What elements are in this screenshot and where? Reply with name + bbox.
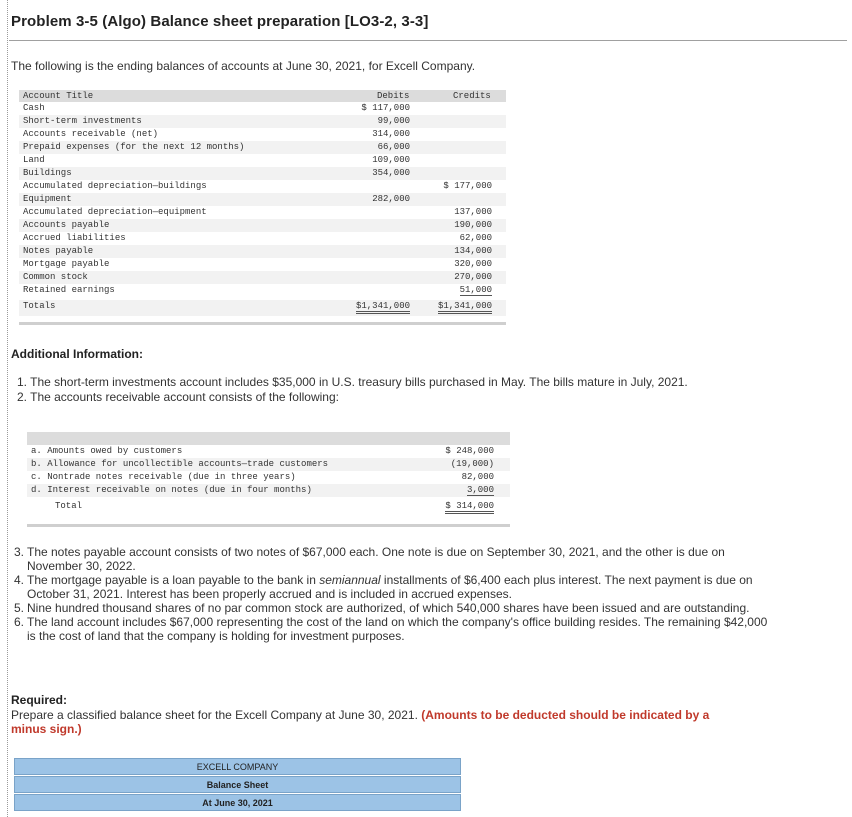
table-row xyxy=(19,284,506,297)
row-account: Notes payable xyxy=(23,246,94,256)
table-row xyxy=(19,102,506,115)
problem-intro: The following is the ending balances of accounts at June 30, 2021, for Excell Company. xyxy=(11,59,476,73)
receivables-header xyxy=(27,432,510,445)
item-text: The mortgage payable is a loan payable to the bank in xyxy=(27,573,320,587)
header-account-title: Account Title xyxy=(23,91,94,101)
row-credit: 137,000 xyxy=(454,207,492,217)
item-text: Nine hundred thousand shares of no par common stock are authorized, of which 540,000 shares have been issued and are outstanding. xyxy=(27,601,750,615)
row-account: Accounts receivable (net) xyxy=(23,129,159,139)
row-account: Cash xyxy=(23,103,45,113)
row-account: Accounts payable xyxy=(23,220,110,230)
row-account: Retained earnings xyxy=(23,285,115,295)
item-text-italic: semiannual xyxy=(319,573,381,587)
receivables-total-label: Total xyxy=(55,501,83,511)
left-border xyxy=(7,0,8,817)
receivable-label: b. Allowance for uncollectible accounts—trade customers xyxy=(31,459,329,469)
info-item-4 xyxy=(11,573,771,601)
table-row xyxy=(27,458,510,471)
table-row xyxy=(27,445,510,458)
totals-credit: $1,341,000 xyxy=(438,301,492,314)
receivable-label: c. Nontrade notes receivable (due in three years) xyxy=(31,472,296,482)
receivable-value: 82,000 xyxy=(461,472,494,482)
additional-info-heading: Additional Information: xyxy=(11,347,143,361)
totals-debit: $1,341,000 xyxy=(356,301,410,314)
row-credit: 190,000 xyxy=(454,220,492,230)
receivable-label: a. Amounts owed by customers xyxy=(31,446,183,456)
table-row xyxy=(19,193,506,206)
table-row xyxy=(19,232,506,245)
item-number: 5. xyxy=(14,601,25,615)
header-credits: Credits xyxy=(453,91,491,101)
table-header xyxy=(19,90,506,102)
item-number: 3. xyxy=(14,545,25,559)
info-items-list xyxy=(11,545,771,643)
totals-row xyxy=(19,300,506,316)
receivable-value: $ 248,000 xyxy=(445,446,494,456)
row-account: Prepaid expenses (for the next 12 months) xyxy=(23,142,245,152)
bs-date: At June 30, 2021 xyxy=(14,794,461,811)
row-account: Common stock xyxy=(23,272,88,282)
row-debit: 66,000 xyxy=(377,142,410,152)
info-item-6 xyxy=(11,615,771,643)
required-note: (Amounts to be deducted should be indicated by a minus sign.) xyxy=(11,708,710,736)
receivables-total-value: $ 314,000 xyxy=(445,501,494,514)
item-text: The notes payable account consists of two notes of $67,000 each. One note is due on September 30, 2021, and the other is due on November 30, 2022. xyxy=(27,545,725,573)
row-account: Short-term investments xyxy=(23,116,142,126)
header-debits: Debits xyxy=(377,91,410,101)
table-row xyxy=(19,180,506,193)
table-row xyxy=(19,271,506,284)
bs-company-name: EXCELL COMPANY xyxy=(14,758,461,775)
totals-label: Totals xyxy=(23,301,56,311)
row-account: Equipment xyxy=(23,194,72,204)
table-row xyxy=(19,154,506,167)
table-row xyxy=(19,141,506,154)
item-text: installments of $6,400 each plus interest. The next payment is due on October 31, 2021. Interest has been properly accrued and is included in accrued expenses. xyxy=(27,573,753,601)
row-debit: 99,000 xyxy=(377,116,410,126)
receivable-value: 3,000 xyxy=(466,485,494,495)
table-row xyxy=(19,245,506,258)
info-item-1: 1. The short-term investments account includes $35,000 in U.S. treasury bills purchased in May. The bills mature in July, 2021. xyxy=(17,375,688,389)
table-row xyxy=(19,128,506,141)
row-account: Accrued liabilities xyxy=(23,233,126,243)
row-account: Mortgage payable xyxy=(23,259,110,269)
table-row xyxy=(19,115,506,128)
info-item-3 xyxy=(11,545,771,573)
receivables-total-row xyxy=(27,500,510,516)
item-text: The land account includes $67,000 representing the cost of the land on which the company's office building resides. The remaining $42,000 is the cost of land that the company is holding for investment purposes. xyxy=(27,615,768,643)
receivables-footer-bar xyxy=(27,524,510,527)
row-debit: 282,000 xyxy=(372,194,410,204)
required-text: Prepare a classified balance sheet for the Excell Company at June 30, 2021. xyxy=(11,708,418,722)
row-account: Accumulated depreciation—equipment xyxy=(23,207,207,217)
row-account: Land xyxy=(23,155,45,165)
table-row xyxy=(27,471,510,484)
row-credit: 51,000 xyxy=(459,285,492,295)
table-footer-bar xyxy=(19,322,506,325)
info-item-5 xyxy=(11,601,771,615)
table-row xyxy=(19,258,506,271)
problem-title: Problem 3-5 (Algo) Balance sheet preparation [LO3-2, 3-3] xyxy=(11,13,429,30)
row-debit: 314,000 xyxy=(372,129,410,139)
info-item-2: 2. The accounts receivable account consists of the following: xyxy=(17,390,339,404)
title-divider xyxy=(9,40,847,41)
row-account: Accumulated depreciation—buildings xyxy=(23,181,207,191)
row-account: Buildings xyxy=(23,168,72,178)
table-row xyxy=(19,167,506,180)
item-number: 6. xyxy=(14,615,25,629)
required-instructions xyxy=(11,708,741,736)
row-credit: 62,000 xyxy=(459,233,492,243)
row-credit: $ 177,000 xyxy=(443,181,492,191)
bs-statement-title: Balance Sheet xyxy=(14,776,461,793)
item-number: 4. xyxy=(14,573,25,587)
row-credit: 320,000 xyxy=(454,259,492,269)
receivable-label: d. Interest receivable on notes (due in four months) xyxy=(31,485,312,495)
row-credit: 134,000 xyxy=(454,246,492,256)
row-credit: 270,000 xyxy=(454,272,492,282)
required-heading: Required: xyxy=(11,693,68,707)
row-debit: 354,000 xyxy=(372,168,410,178)
table-row xyxy=(27,484,510,497)
table-row xyxy=(19,219,506,232)
receivable-value: (19,000) xyxy=(450,459,494,469)
row-debit: $ 117,000 xyxy=(361,103,410,113)
row-debit: 109,000 xyxy=(372,155,410,165)
table-row xyxy=(19,206,506,219)
